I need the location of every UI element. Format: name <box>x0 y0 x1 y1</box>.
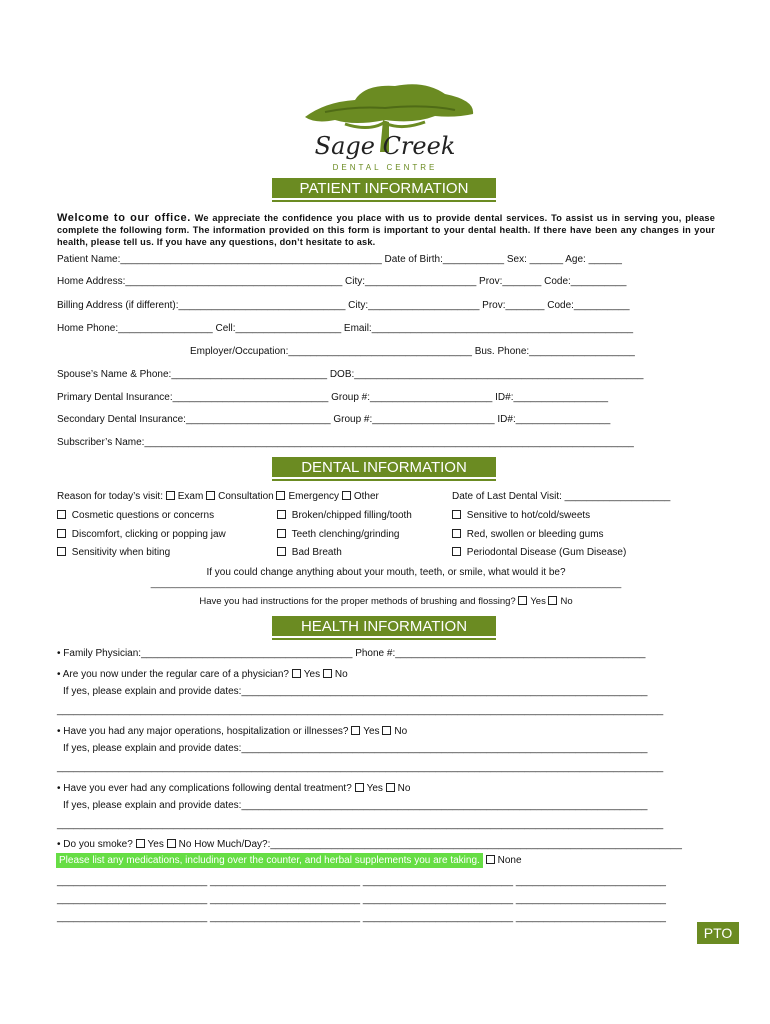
change-question: If you could change anything about your mouth, teeth, or smile, what would it be? <box>206 567 566 578</box>
sage-creek-logo <box>285 72 485 180</box>
spouse-line[interactable]: Spouse’s Name & Phone:____________________________ DOB:____________________________________________________ <box>57 369 644 380</box>
q1-explain-line[interactable]: If yes, please explain and provide dates:_________________________________________________________________________ <box>63 686 648 697</box>
brushing-question: Have you had instructions for the proper methods of brushing and flossing? Yes No <box>199 596 573 607</box>
checkbox-q1-no[interactable] <box>323 669 332 678</box>
checkbox-q1-yes[interactable] <box>292 669 301 678</box>
concern-gums[interactable]: Red, swollen or bleeding gums <box>452 529 604 540</box>
q1-extra-line[interactable]: _____________________________________________________________________________________________________________ <box>57 705 664 716</box>
medications-label: Please list any medications, including over the counter, and herbal supplements you are taking. <box>56 853 483 868</box>
reason-for-visit: Reason for today’s visit: Exam Consultation Emergency Other <box>57 491 379 502</box>
question-smoke: • Do you smoke? Yes No How Much/Day?:__________________________________________________________________________ <box>57 839 682 850</box>
checkbox-brushing-yes[interactable] <box>518 596 527 605</box>
brand-name: Sage Creek <box>314 132 456 160</box>
section-dental-information: DENTAL INFORMATION <box>272 457 496 481</box>
question-operations: • Have you had any major operations, hospitalization or illnesses? Yes No <box>57 726 408 737</box>
checkbox-other[interactable] <box>342 491 351 500</box>
brand-subtitle: DENTAL CENTRE <box>332 163 438 172</box>
medication-line-2[interactable]: ___________________________ ___________________________ ___________________________ ___________________________ <box>57 894 666 905</box>
pto-badge: PTO <box>697 922 739 944</box>
q3-explain-line[interactable]: If yes, please explain and provide dates:_________________________________________________________________________ <box>63 800 648 811</box>
concern-sensitive[interactable]: Sensitive to hot/cold/sweets <box>452 510 590 521</box>
concern-broken-filling[interactable]: Broken/chipped filling/tooth <box>277 510 412 521</box>
subscriber-name-line[interactable]: Subscriber’s Name:________________________________________________________________________________________ <box>57 437 634 448</box>
q3-extra-line[interactable]: _____________________________________________________________________________________________________________ <box>57 819 664 830</box>
checkbox-emergency[interactable] <box>276 491 285 500</box>
welcome-lead: Welcome to our office. <box>57 212 191 224</box>
concern-biting[interactable]: Sensitivity when biting <box>57 547 170 558</box>
checkbox-brushing-no[interactable] <box>548 596 557 605</box>
concern-periodontal[interactable]: Periodontal Disease (Gum Disease) <box>452 547 626 558</box>
employer-line[interactable]: Employer/Occupation:_________________________________ Bus. Phone:___________________ <box>190 346 635 357</box>
family-physician-line[interactable]: • Family Physician:______________________________________ Phone #:_____________________________________________ <box>57 648 646 659</box>
concern-bad-breath[interactable]: Bad Breath <box>277 547 342 558</box>
checkbox-q3-yes[interactable] <box>355 783 364 792</box>
medications-row: Please list any medications, including over the counter, and herbal supplements you are taking. None <box>56 855 522 866</box>
welcome-paragraph <box>57 212 715 248</box>
secondary-insurance-line[interactable]: Secondary Dental Insurance:__________________________ Group #:______________________ ID#:_________________ <box>57 414 611 425</box>
checkbox-medications-none[interactable] <box>486 855 495 864</box>
primary-insurance-line[interactable]: Primary Dental Insurance:____________________________ Group #:______________________ ID#:_________________ <box>57 392 609 403</box>
last-visit-line[interactable]: Date of Last Dental Visit: ___________________ <box>452 491 671 502</box>
welcome-body: We appreciate the confidence you place with us to provide dental services. To assist us in serving you, please complete the following form. The information provided on this form is important to your dental health. If there have been any changes in your health, please tell us. If you have any questions, don’t hesitate to ask. <box>57 213 715 247</box>
billing-address-line[interactable]: Billing Address (if different):______________________________ City:____________________ Prov:_______ Code:__________ <box>57 300 630 311</box>
checkbox-consultation[interactable] <box>206 491 215 500</box>
medication-line-1[interactable]: ___________________________ ___________________________ ___________________________ ___________________________ <box>57 876 666 887</box>
checkbox-smoke-yes[interactable] <box>136 839 145 848</box>
medication-line-3[interactable]: ___________________________ ___________________________ ___________________________ ___________________________ <box>57 912 666 923</box>
section-patient-information: PATIENT INFORMATION <box>272 178 496 202</box>
q2-extra-line[interactable]: _____________________________________________________________________________________________________________ <box>57 762 664 773</box>
concern-jaw[interactable]: Discomfort, clicking or popping jaw <box>57 529 226 540</box>
checkbox-smoke-no[interactable] <box>167 839 176 848</box>
concern-grinding[interactable]: Teeth clenching/grinding <box>277 529 399 540</box>
question-physician-care: • Are you now under the regular care of a physician? Yes No <box>57 669 348 680</box>
change-answer-line[interactable]: ______________________________________________________________________________________________ <box>150 578 622 588</box>
phone-email-line[interactable]: Home Phone:_________________ Cell:___________________ Email:_______________________________________________ <box>57 323 634 334</box>
concern-cosmetic[interactable]: Cosmetic questions or concerns <box>57 510 214 521</box>
home-address-line[interactable]: Home Address:_______________________________________ City:____________________ Prov:_______ Code:__________ <box>57 276 627 287</box>
checkbox-exam[interactable] <box>166 491 175 500</box>
checkbox-q3-no[interactable] <box>386 783 395 792</box>
checkbox-q2-no[interactable] <box>382 726 391 735</box>
patient-name-line[interactable]: Patient Name:_______________________________________________ Date of Birth:___________ Sex: ______ Age: ______ <box>57 254 622 265</box>
section-health-information: HEALTH INFORMATION <box>272 616 496 640</box>
q2-explain-line[interactable]: If yes, please explain and provide dates:_________________________________________________________________________ <box>63 743 648 754</box>
checkbox-q2-yes[interactable] <box>351 726 360 735</box>
question-complications: • Have you ever had any complications following dental treatment? Yes No <box>57 783 411 794</box>
